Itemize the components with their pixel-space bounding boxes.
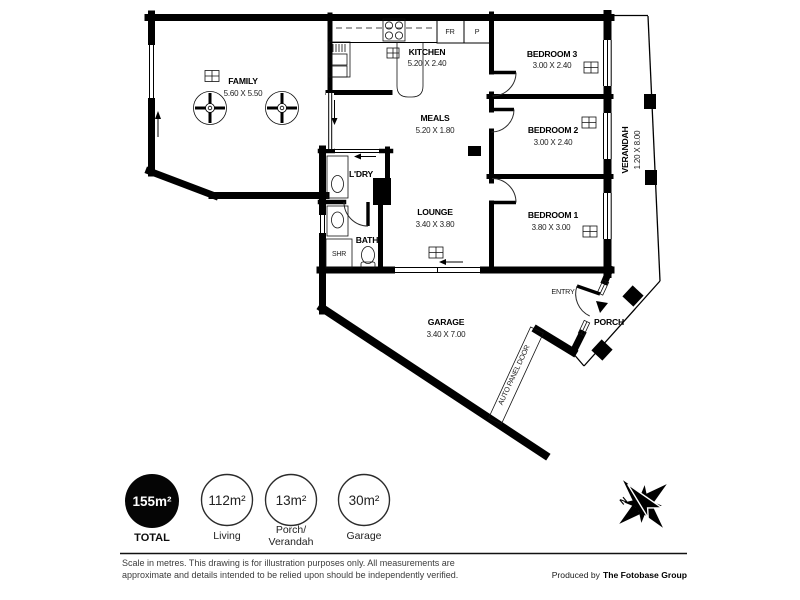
meals-dims: 5.20 X 1.80: [415, 126, 455, 135]
porch-verandah-value: 13m²: [275, 493, 307, 508]
legend-total: [125, 474, 179, 544]
meals-label: MEALS: [420, 113, 450, 123]
family-dims: 5.60 X 5.50: [223, 89, 263, 98]
ceiling-fan: [266, 92, 299, 125]
garage-value: 30m²: [348, 493, 380, 508]
entry-label: ENTRY: [551, 287, 575, 296]
bedroom1-dims: 3.80 X 3.00: [531, 223, 571, 232]
bedroom1-window: [602, 193, 613, 239]
bedroom3-window: [602, 40, 613, 86]
bedroom3-label: BEDROOM 3: [526, 49, 578, 59]
room-labels: [224, 27, 642, 406]
window-pane-icon: [583, 226, 597, 237]
verandah-dims: 1.20 X 8.00: [633, 130, 642, 170]
auto-panel-door-label: AUTO PANEL DOOR: [495, 343, 532, 407]
verandah-pillar: [645, 170, 657, 185]
shower-label: SHR: [332, 251, 346, 258]
compass-north-label: N: [617, 494, 630, 507]
bedroom2-window: [602, 113, 613, 159]
bedroom1-door: [491, 179, 516, 203]
footer: [120, 554, 687, 581]
entry-arrow: [596, 301, 608, 313]
verandah-pillar: [644, 94, 656, 109]
garage-label: GARAGE: [427, 317, 465, 327]
living-label: Living: [213, 530, 241, 542]
bath-label: BATH: [355, 235, 379, 245]
produced-by: Produced by The Fotobase Group: [551, 570, 687, 580]
window-pane-icon: [582, 117, 596, 128]
family-label: FAMILY: [228, 76, 258, 86]
garage-dims: 3.40 X 7.00: [426, 330, 466, 339]
bedroom3-dims: 3.00 X 2.40: [532, 61, 572, 70]
living-value: 112m²: [208, 493, 246, 508]
total-label: TOTAL: [134, 532, 170, 544]
entry-door: [576, 280, 609, 336]
bedroom3-door: [491, 73, 516, 97]
direction-arrow: [155, 111, 161, 137]
lounge-dims: 3.40 X 3.80: [415, 220, 455, 229]
window-pane-icon: [584, 62, 598, 73]
bedroom1-label: BEDROOM 1: [527, 210, 579, 220]
porch-label: PORCH: [593, 317, 625, 327]
toilet: [361, 247, 375, 270]
legend-porch-verandah: [266, 475, 317, 549]
lounge-label: LOUNGE: [417, 207, 453, 217]
bedroom2-door: [491, 110, 514, 133]
porch-verandah-label-1: Porch/: [275, 524, 307, 536]
bedroom2-dims: 3.00 X 2.40: [533, 138, 573, 147]
area-legend: [125, 474, 390, 548]
kitchen-label: KITCHEN: [408, 47, 446, 57]
fridge-label: FR: [445, 27, 455, 36]
window-pane-icon: [205, 71, 219, 82]
laundry-sliding-door: [335, 148, 379, 160]
compass-icon: [599, 460, 686, 547]
family-window: [146, 45, 157, 98]
legend-garage: [339, 475, 390, 543]
pantry-label: P: [474, 27, 480, 36]
total-value: 155m²: [132, 494, 172, 509]
family-sliding-door: [326, 93, 338, 149]
direction-arrow: [439, 259, 463, 265]
bath-window: [317, 215, 328, 233]
disclaimer-line-2: approximate and details intended to be relied upon should be independently verified.: [122, 570, 459, 580]
bedroom2-label: BEDROOM 2: [527, 125, 579, 135]
legend-living: [202, 475, 253, 543]
kitchen-dims: 5.20 X 2.40: [407, 59, 447, 68]
ceiling-fan: [194, 92, 227, 125]
laundry-label: L'DRY: [348, 169, 374, 179]
garage-label: Garage: [346, 530, 382, 542]
disclaimer-line-1: Scale in metres. This drawing is for illustration purposes only. All measurements are: [122, 558, 455, 568]
bath-vanity: [327, 206, 348, 236]
porch-pillar: [591, 339, 612, 360]
verandah-label: VERANDAH: [620, 126, 630, 174]
porch-verandah-label-2: Verandah: [268, 536, 314, 548]
window-pane-icon: [429, 247, 443, 258]
cooktop: [383, 19, 405, 41]
laundry-trough: [327, 156, 348, 198]
lounge-window: [395, 265, 480, 275]
